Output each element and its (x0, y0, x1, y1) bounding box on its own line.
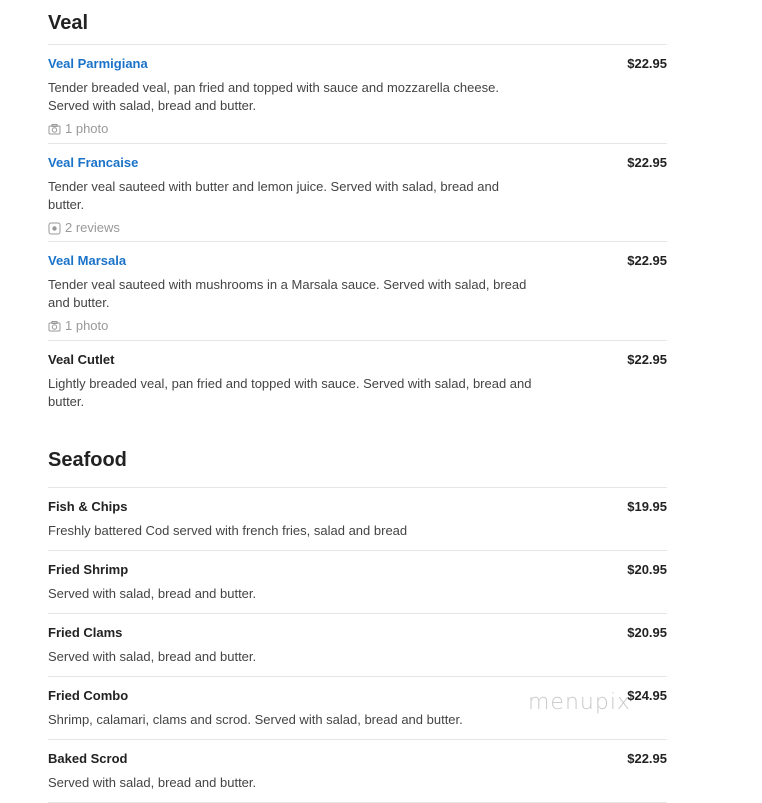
item-price: $24.95 (627, 688, 667, 703)
menu-item-veal-marsala (48, 242, 667, 341)
item-name-link[interactable]: Veal Marsala (48, 253, 127, 268)
item-name: Fried Shrimp (48, 562, 129, 577)
menupix-watermark: menupix (528, 690, 631, 715)
item-price: $22.95 (627, 352, 667, 367)
item-photos-link[interactable] (48, 317, 667, 335)
item-description: Freshly battered Cod served with french fries, salad and bread (48, 523, 408, 538)
item-description: Tender breaded veal, pan fried and topped with sauce and mozzarella cheese. Served with salad, bread and butter. (48, 80, 499, 113)
item-price: $20.95 (627, 625, 667, 640)
item-price: $22.95 (627, 155, 667, 170)
item-reviews-link[interactable] (48, 219, 667, 237)
review-icon (48, 222, 61, 235)
item-name: Fried Clams (48, 625, 123, 640)
item-name-link[interactable]: Veal Francaise (48, 155, 139, 170)
menu-item-veal-cutlet (48, 341, 667, 419)
item-meta-text: 1 photo (65, 121, 109, 136)
item-price: $22.95 (627, 56, 667, 71)
item-description: Served with salad, bread and butter. (48, 649, 257, 664)
item-price: $19.95 (627, 499, 667, 514)
item-photos-link[interactable] (48, 120, 667, 138)
item-name-link[interactable]: Veal Parmigiana (48, 56, 148, 71)
item-name: Fried Combo (48, 688, 129, 703)
camera-icon (48, 123, 61, 136)
menu-item-fried-shrimp (48, 551, 667, 614)
item-description: Served with salad, bread and butter. (48, 775, 257, 790)
camera-icon (48, 320, 61, 333)
item-price: $22.95 (627, 253, 667, 268)
item-description: Tender veal sauteed with butter and lemon juice. Served with salad, bread and butter. (48, 179, 499, 212)
section-title-veal: Veal (48, 0, 667, 45)
menu-item-fried-clams (48, 614, 667, 677)
menu-item-veal-francaise (48, 144, 667, 242)
section-title-seafood: Seafood (48, 439, 667, 488)
item-description: Served with salad, bread and butter. (48, 586, 257, 601)
menu-item-baked-scrod (48, 740, 667, 803)
item-meta-text: 1 photo (65, 318, 109, 333)
item-price: $22.95 (627, 751, 667, 766)
menu-item-veal-parmigiana (48, 45, 667, 144)
item-name: Veal Cutlet (48, 352, 115, 367)
item-price: $20.95 (627, 562, 667, 577)
item-description: Tender veal sauteed with mushrooms in a Marsala sauce. Served with salad, bread and butter. (48, 277, 527, 310)
menu (48, 0, 667, 803)
item-description: Shrimp, calamari, clams and scrod. Served with salad, bread and butter. (48, 712, 463, 727)
item-description: Lightly breaded veal, pan fried and topped with sauce. Served with salad, bread and butter. (48, 376, 532, 409)
item-meta-text: 2 reviews (65, 220, 120, 235)
item-name: Fish & Chips (48, 499, 128, 514)
item-name: Baked Scrod (48, 751, 128, 766)
menu-item-fish-chips (48, 488, 667, 551)
